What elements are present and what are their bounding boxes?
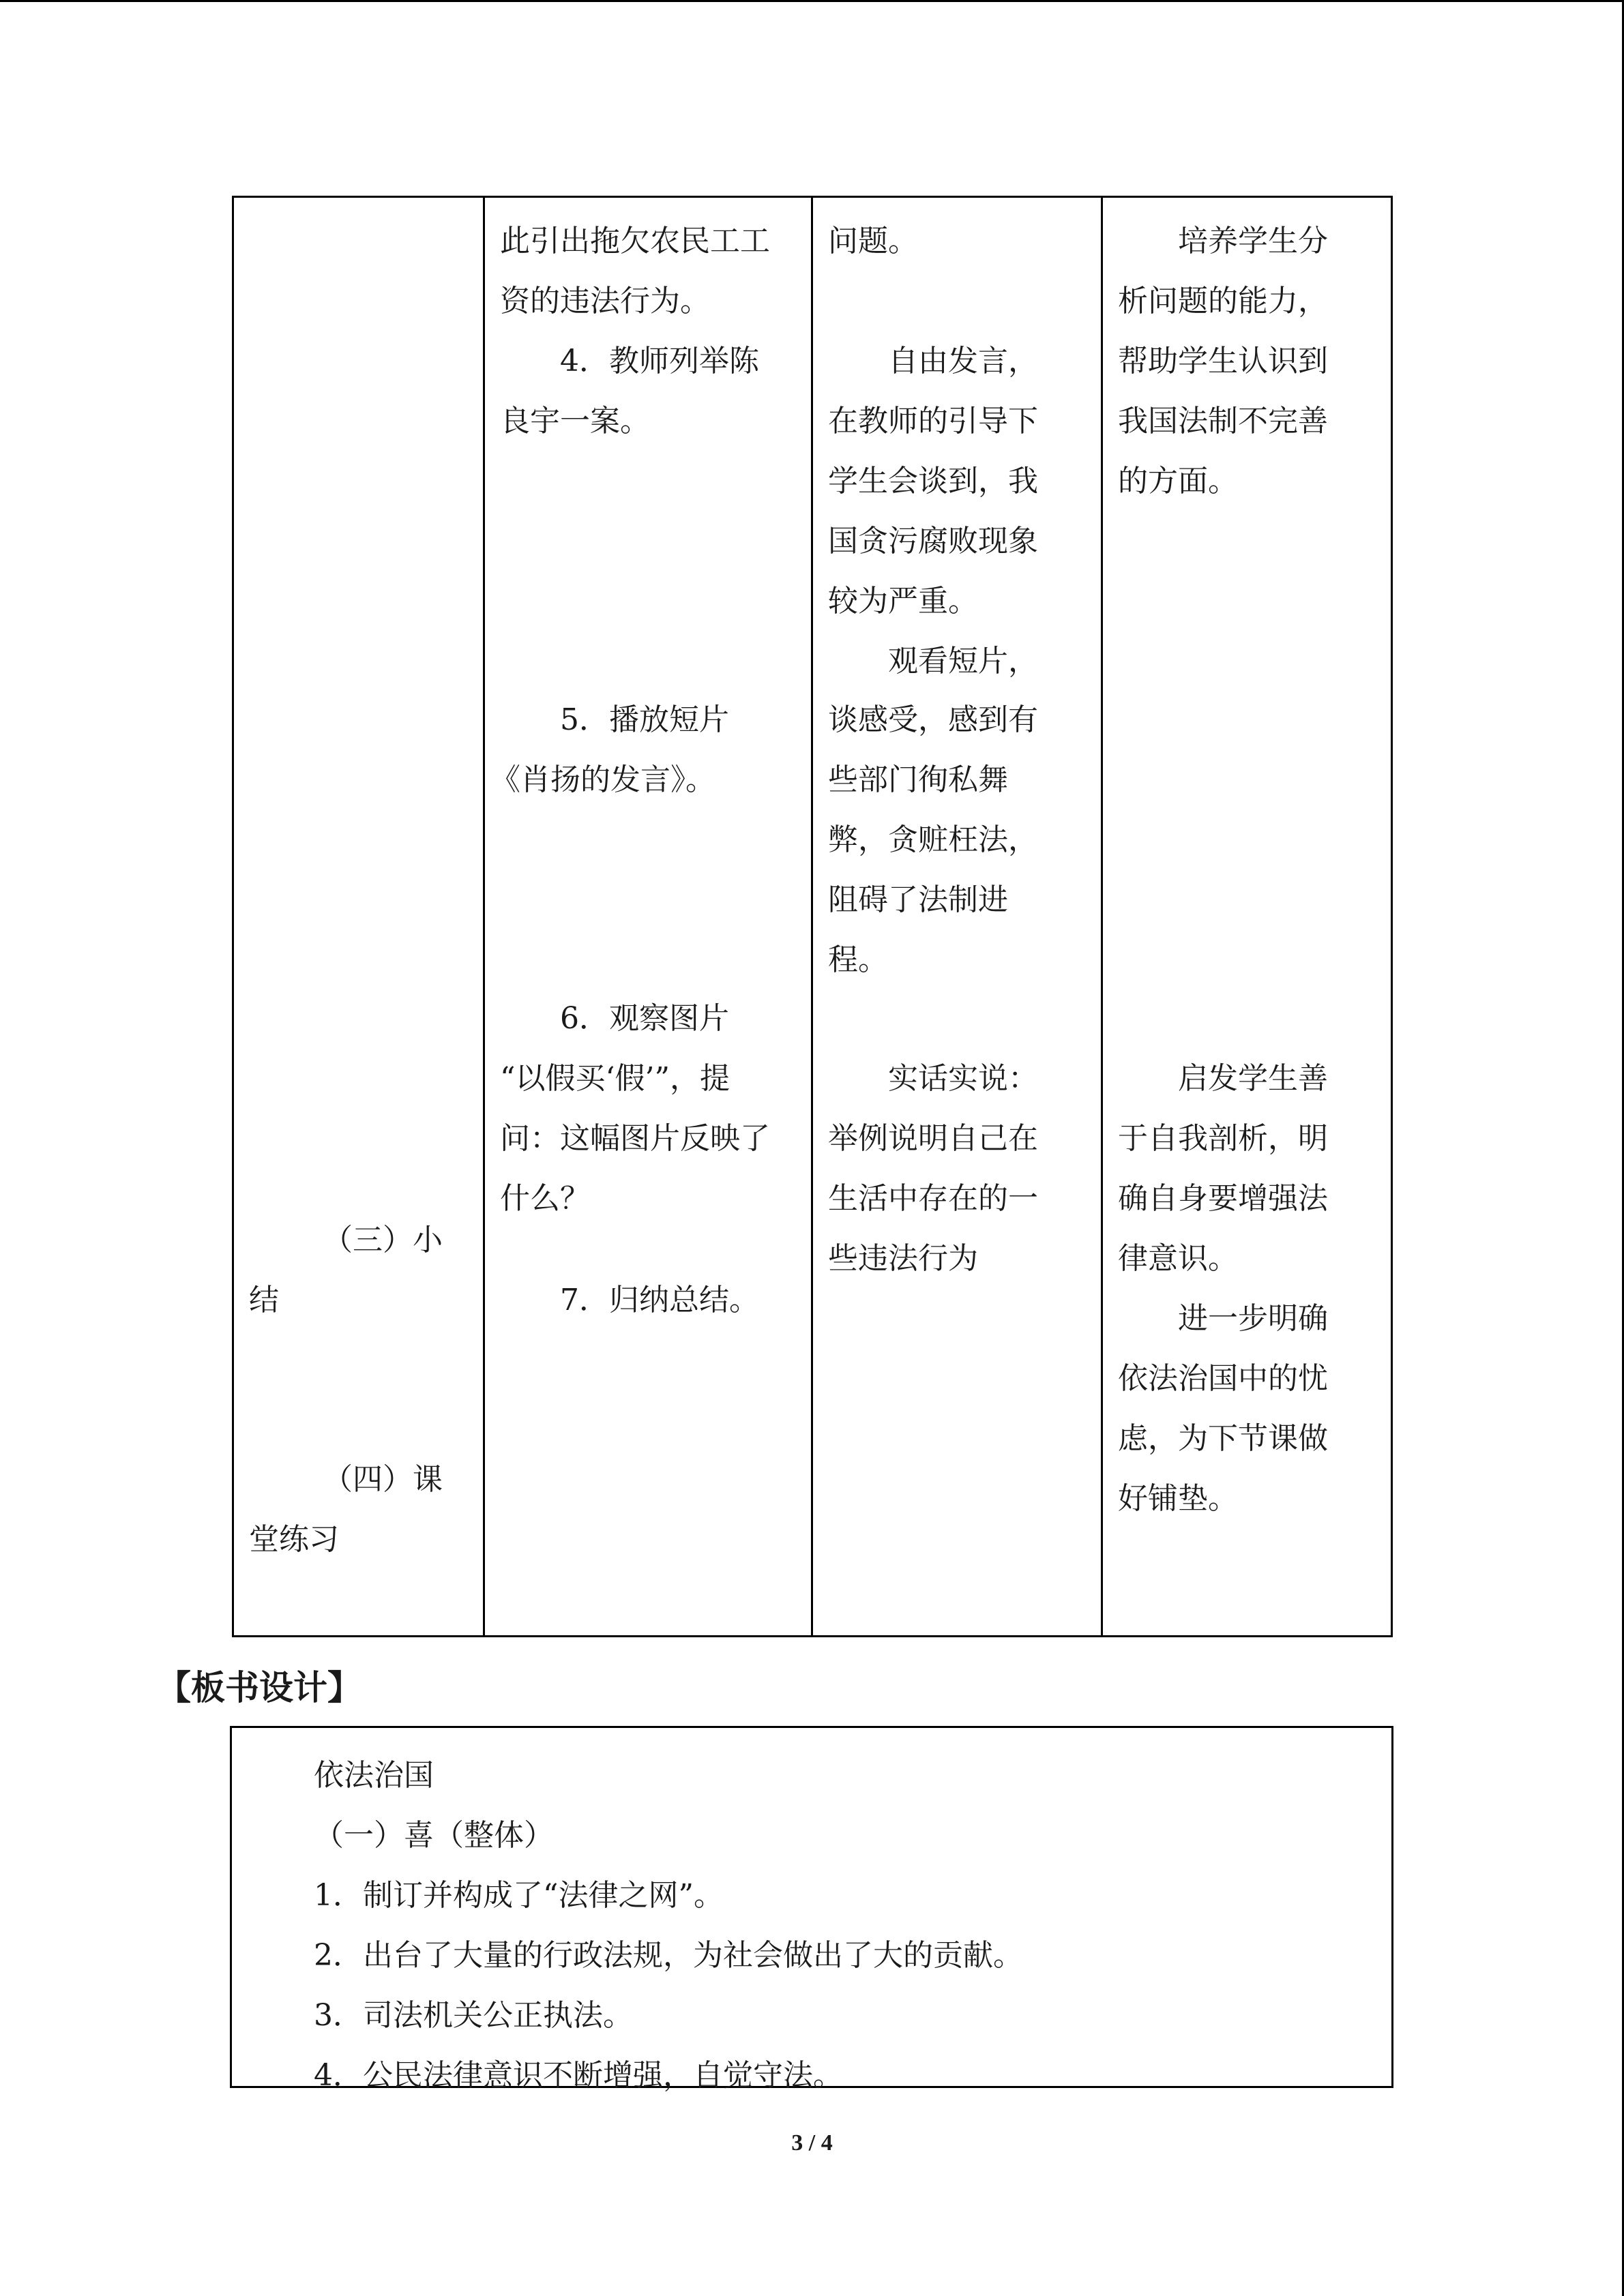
cell-text-line: 问：这幅图片反映了 — [500, 1121, 770, 1156]
cell-text-line: 些部门徇私舞 — [828, 762, 1008, 797]
cell-text-line: 良宇一案。 — [500, 404, 650, 438]
cell-text-line: 进一步明确 — [1178, 1301, 1328, 1336]
cell-text-line: 在教师的引导下 — [828, 404, 1038, 438]
page-number: 3 / 4 — [791, 2130, 833, 2156]
cell-text-line: 的方面。 — [1118, 464, 1238, 498]
cell-text-line: 自由发言， — [888, 344, 1038, 378]
cell-text-line: 此引出拖欠农民工工 — [500, 224, 770, 258]
cell-text-line: 律意识。 — [1118, 1241, 1238, 1276]
cell-text-line: 较为严重。 — [828, 584, 978, 618]
student-activity-cell — [813, 198, 1101, 1635]
cell-text-line: 好铺垫。 — [1118, 1481, 1238, 1516]
cell-text-line: 国贪污腐败现象 — [828, 524, 1038, 558]
cell-text-line: 阻碍了法制进 — [828, 882, 1008, 917]
cell-text-line: 7．归纳总结。 — [560, 1283, 759, 1317]
board-line: 3．司法机关公正执法。 — [314, 1998, 633, 2033]
cell-text-line: 资的违法行为。 — [500, 284, 710, 318]
board-line: 2．出台了大量的行政法规，为社会做出了大的贡献。 — [314, 1938, 1023, 1973]
board-design-heading: 【板书设计】 — [157, 1667, 361, 1708]
cell-text-line: 谈感受，感到有 — [828, 702, 1038, 737]
design-intent-cell — [1103, 198, 1393, 1635]
board-line: 依法治国 — [314, 1758, 434, 1793]
page-top-border — [0, 0, 1624, 2]
cell-text-line: （四）课 — [323, 1462, 443, 1497]
cell-text-line: （三）小 — [323, 1223, 443, 1257]
cell-text-line: 实话实说： — [888, 1061, 1038, 1096]
cell-text-line: 依法治国中的忧 — [1118, 1361, 1328, 1396]
cell-text-line: “以假买‘假’”，提 — [500, 1061, 730, 1096]
cell-text-line: 我国法制不完善 — [1118, 404, 1328, 438]
cell-text-line: 于自我剖析，明 — [1118, 1121, 1328, 1156]
teaching-stage-cell — [234, 198, 483, 1635]
teacher-activity-cell — [485, 198, 811, 1635]
board-design-box — [230, 1726, 1393, 2093]
cell-text-line: 6．观察图片 — [560, 1001, 729, 1036]
board-line: 4．公民法律意识不断增强，自觉守法。 — [314, 2058, 843, 2093]
cell-text-line: 什么？ — [500, 1181, 590, 1216]
cell-text-line: 培养学生分 — [1178, 224, 1328, 258]
cell-text-line: 堂练习 — [249, 1522, 339, 1557]
cell-text-line: 启发学生善 — [1178, 1061, 1328, 1096]
cell-text-line: 问题。 — [828, 224, 918, 258]
cell-text-line: 举例说明自己在 — [828, 1121, 1038, 1156]
cell-text-line: 析问题的能力， — [1118, 284, 1328, 318]
cell-text-line: 5．播放短片 — [560, 702, 729, 737]
cell-text-line: 虑，为下节课做 — [1118, 1421, 1328, 1456]
cell-text-line: 些违法行为 — [828, 1241, 978, 1276]
cell-text-line: 4．教师列举陈 — [560, 344, 759, 378]
board-line: 1．制订并构成了“法律之网”。 — [314, 1878, 724, 1913]
lesson-procedure-table — [232, 196, 1393, 1637]
cell-text-line: 结 — [249, 1283, 279, 1317]
cell-text-line: 程。 — [828, 942, 888, 977]
cell-text-line: 弊，贪赃枉法， — [828, 822, 1038, 857]
cell-text-line: 生活中存在的一 — [828, 1181, 1038, 1216]
board-line: （一）喜（整体） — [314, 1818, 554, 1853]
cell-text-line: 学生会谈到，我 — [828, 464, 1038, 498]
cell-text-line: 《肖扬的发言》。 — [490, 762, 715, 797]
cell-text-line: 帮助学生认识到 — [1118, 344, 1328, 378]
cell-text-line: 确自身要增强法 — [1118, 1181, 1328, 1216]
cell-text-line: 观看短片， — [888, 644, 1038, 679]
